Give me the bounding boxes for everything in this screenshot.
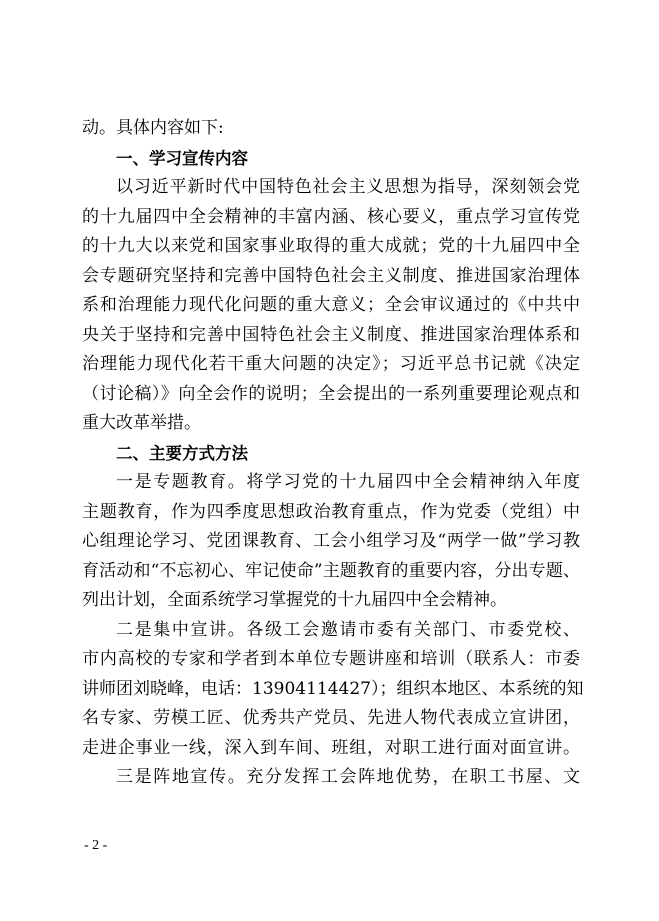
paragraph-line: 会专题研究坚持和完善中国特色社会主义制度、推进国家治理体: [82, 265, 580, 286]
document-body: [82, 114, 584, 793]
paragraph-line: 的十九届四中全会精神的丰富内涵、核心要义，重点学习宣传党: [82, 206, 580, 227]
paragraph-line: 的十九大以来党和国家事业取得的重大成就；党的十九届四中全: [82, 236, 580, 256]
paragraph-line: 心组理论学习、党团课教育、工会小组学习及“两学一做”学习教: [82, 531, 580, 551]
page-number: - 2 -: [84, 838, 108, 853]
paragraph-line: 动。具体内容如下:: [82, 118, 224, 138]
paragraph-line: 一是专题教育。将学习党的十九届四中全会精神纳入年度: [116, 472, 580, 492]
paragraph-line: 央关于坚持和完善中国特色社会主义制度、推进国家治理体系和: [82, 324, 580, 345]
paragraph-line: 治理能力现代化若干重大问题的决定》；习近平总书记就《决定: [82, 354, 580, 374]
section-heading-study-content: 一、学习宣传内容: [116, 148, 248, 168]
paragraph-line: 讲师团刘晓峰，电话：13904114427）；组织本地区、本系统的知: [82, 678, 584, 699]
paragraph-line: 二是集中宣讲。各级工会邀请市委有关部门、市委党校、: [116, 619, 580, 640]
paragraph-line: （讨论稿）》向全会作的说明；全会提出的一系列重要理论观点和: [82, 383, 580, 404]
paragraph-line: 以习近平新时代中国特色社会主义思想为指导，深刻领会党: [116, 177, 580, 197]
paragraph-line: 系和治理能力现代化问题的重大意义；全会审议通过的《中共中: [82, 295, 580, 315]
paragraph-line: 三是阵地宣传。充分发挥工会阵地优势，在职工书屋、文: [116, 767, 580, 787]
paragraph-line: 市内高校的专家和学者到本单位专题讲座和培训（联系人：市委: [82, 649, 580, 669]
paragraph-line: 育活动和“不忘初心、牢记使命”主题教育的重要内容，分出专题、: [82, 560, 580, 581]
paragraph-line: 名专家、劳模工匠、优秀共产党员、先进人物代表成立宣讲团，: [82, 708, 580, 728]
paragraph-line: 列出计划，全面系统学习掌握党的十九届四中全会精神。: [82, 590, 507, 610]
paragraph-line: 主题教育，作为四季度思想政治教育重点，作为党委（党组）中: [82, 501, 580, 522]
paragraph-line: 走进企事业一线，深入到车间、班组，对职工进行面对面宣讲。: [82, 737, 580, 758]
paragraph-line: 重大改革举措。: [82, 413, 201, 433]
section-heading-methods: 二、主要方式方法: [116, 443, 248, 463]
